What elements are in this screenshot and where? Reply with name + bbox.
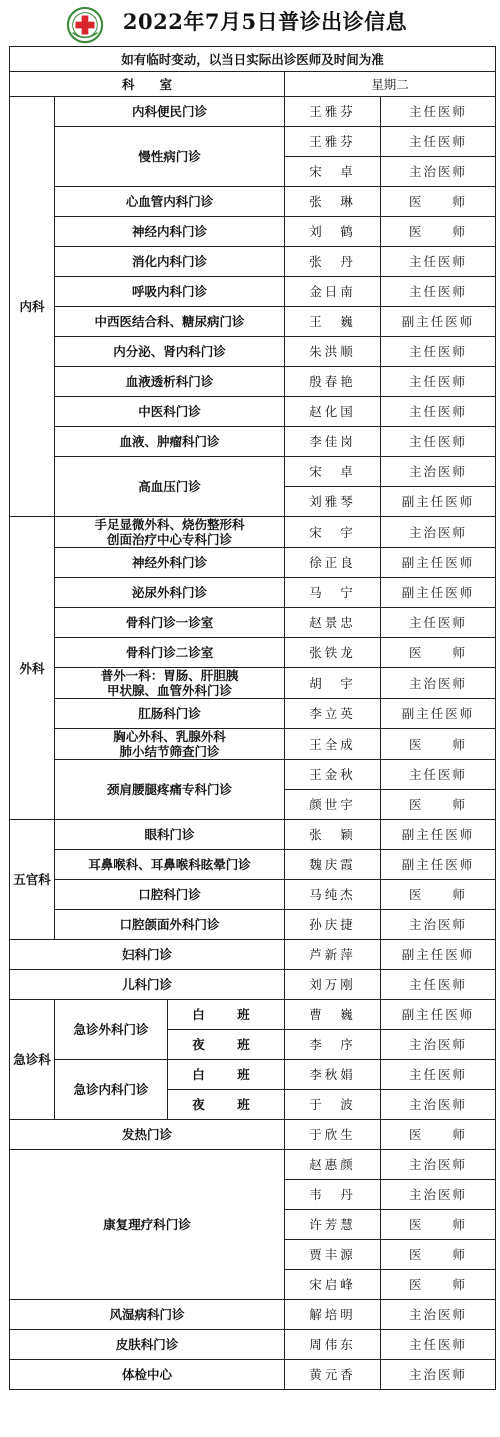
doctor-cell: 黄元香	[285, 1360, 381, 1390]
title-cell: 医 师	[381, 1240, 496, 1270]
table-row	[10, 1330, 496, 1360]
title-cell: 主治医师	[381, 668, 496, 699]
table-row	[10, 760, 496, 790]
doctor-cell: 贾丰源	[285, 1240, 381, 1270]
notice-text: 如有临时变动，以当日实际出诊医师及时间为准	[10, 47, 496, 72]
doctor-cell: 李 序	[285, 1030, 381, 1060]
dept-line-1: 手足显微外科、烧伤整形科	[94, 517, 245, 532]
title-cell: 主治医师	[381, 1150, 496, 1180]
table-row	[10, 638, 496, 668]
table-row	[10, 517, 496, 548]
doctor-cell: 赵化国	[285, 397, 381, 427]
title-cell: 主治医师	[381, 1180, 496, 1210]
dept-cell: 皮肤科门诊	[10, 1330, 285, 1360]
doctor-cell: 周伟东	[285, 1330, 381, 1360]
title-cell: 主任医师	[381, 970, 496, 1000]
title-cell: 医 师	[381, 1270, 496, 1300]
doctor-cell: 解培明	[285, 1300, 381, 1330]
title-cell: 副主任医师	[381, 820, 496, 850]
title-cell: 医 师	[381, 790, 496, 820]
doctor-cell: 徐正良	[285, 548, 381, 578]
doctor-cell: 张 琳	[285, 187, 381, 217]
title-cell: 主任医师	[381, 97, 496, 127]
dept-cell: 颈肩腰腿疼痛专科门诊	[55, 760, 285, 820]
doctor-cell: 马纯杰	[285, 880, 381, 910]
table-row	[10, 880, 496, 910]
doctor-cell: 颜世宇	[285, 790, 381, 820]
doctor-cell: 赵景忠	[285, 608, 381, 638]
doctor-cell: 魏庆霞	[285, 850, 381, 880]
dept-cell: 眼科门诊	[55, 820, 285, 850]
dept-cell: 泌尿外科门诊	[55, 578, 285, 608]
title-cell: 医 师	[381, 638, 496, 668]
page-title	[0, 4, 500, 40]
title-cell: 医 师	[381, 187, 496, 217]
doctor-cell: 王雅芬	[285, 97, 381, 127]
table-row	[10, 1300, 496, 1330]
table-row	[10, 307, 496, 337]
doctor-cell: 芦新萍	[285, 940, 381, 970]
dept-line-1: 胸心外科、乳腺外科	[113, 729, 226, 744]
dept-cell: 耳鼻喉科、耳鼻喉科眩晕门诊	[55, 850, 285, 880]
dept-cell: 肛肠科门诊	[55, 699, 285, 729]
table-row	[10, 699, 496, 729]
doctor-cell: 金日南	[285, 277, 381, 307]
table-row	[10, 1060, 496, 1090]
doctor-cell: 于欣生	[285, 1120, 381, 1150]
title-cell: 主任医师	[381, 760, 496, 790]
title-cell: 医 师	[381, 880, 496, 910]
title-cell: 副主任医师	[381, 307, 496, 337]
shift-cell: 夜 班	[168, 1090, 285, 1120]
category-wuguan: 五官科	[10, 820, 55, 940]
title-cell: 副主任医师	[381, 1000, 496, 1030]
doctor-cell: 许芳慧	[285, 1210, 381, 1240]
dept-line-2: 肺小结节筛查门诊	[119, 744, 220, 759]
table-row	[10, 1150, 496, 1180]
table-row	[10, 97, 496, 127]
category-waike: 外科	[10, 517, 55, 820]
notice-row	[10, 47, 496, 72]
dept-line-2: 甲状腺、血管外科门诊	[106, 683, 232, 698]
doctor-cell: 刘 鹤	[285, 217, 381, 247]
table-row	[10, 940, 496, 970]
dept-cell: 高血压门诊	[55, 457, 285, 517]
table-row	[10, 850, 496, 880]
dept-cell: 妇科门诊	[10, 940, 285, 970]
dept-cell: 口腔科门诊	[55, 880, 285, 910]
table-row	[10, 367, 496, 397]
table-row	[10, 548, 496, 578]
doctor-cell: 张 颖	[285, 820, 381, 850]
doctor-cell: 韦 丹	[285, 1180, 381, 1210]
dept-cell: 急诊内科门诊	[55, 1060, 168, 1120]
category-neike: 内科	[10, 97, 55, 517]
title-cell: 医 师	[381, 1120, 496, 1150]
title-cell: 医 师	[381, 729, 496, 760]
shift-cell: 白 班	[168, 1060, 285, 1090]
table-row	[10, 187, 496, 217]
title-cell: 主任医师	[381, 247, 496, 277]
title-cell: 主治医师	[381, 157, 496, 187]
shift-cell: 白 班	[168, 1000, 285, 1030]
doctor-cell: 宋 宇	[285, 517, 381, 548]
dept-cell: 慢性病门诊	[55, 127, 285, 187]
table-row	[10, 457, 496, 487]
doctor-cell: 张 丹	[285, 247, 381, 277]
dept-cell	[55, 668, 285, 699]
category-jizhen: 急诊科	[10, 1000, 55, 1120]
table-row	[10, 277, 496, 307]
column-header-day: 星期二	[285, 72, 496, 97]
title-cell: 主任医师	[381, 1060, 496, 1090]
title-cell: 主任医师	[381, 367, 496, 397]
title-cell: 医 师	[381, 217, 496, 247]
table-row	[10, 578, 496, 608]
doctor-cell: 李立英	[285, 699, 381, 729]
doctor-cell: 宋 卓	[285, 157, 381, 187]
title-cell: 主治医师	[381, 1090, 496, 1120]
dept-cell: 神经内科门诊	[55, 217, 285, 247]
title-cell: 主任医师	[381, 337, 496, 367]
table-row	[10, 1000, 496, 1030]
column-header-dept: 科 室	[10, 72, 285, 97]
table-row	[10, 970, 496, 1000]
title-cell: 副主任医师	[381, 487, 496, 517]
doctor-cell: 李秋娟	[285, 1060, 381, 1090]
dept-cell: 中医科门诊	[55, 397, 285, 427]
title-cell: 主任医师	[381, 277, 496, 307]
title-cell: 副主任医师	[381, 699, 496, 729]
doctor-cell: 王 巍	[285, 307, 381, 337]
shift-cell: 夜 班	[168, 1030, 285, 1060]
header	[0, 0, 500, 46]
dept-cell: 骨科门诊一诊室	[55, 608, 285, 638]
doctor-cell: 张铁龙	[285, 638, 381, 668]
doctor-cell: 李佳岗	[285, 427, 381, 457]
dept-cell: 呼吸内科门诊	[55, 277, 285, 307]
dept-cell: 口腔颌面外科门诊	[55, 910, 285, 940]
title-cell: 副主任医师	[381, 850, 496, 880]
table-row	[10, 1120, 496, 1150]
schedule-table	[9, 46, 496, 1390]
dept-cell: 风湿病科门诊	[10, 1300, 285, 1330]
dept-line-2: 创面治疗中心专科门诊	[106, 532, 232, 547]
dept-cell: 内分泌、肾内科门诊	[55, 337, 285, 367]
title-cell: 副主任医师	[381, 940, 496, 970]
table-row	[10, 729, 496, 760]
title-cell: 主治医师	[381, 1360, 496, 1390]
dept-cell: 中西医结合科、糖尿病门诊	[55, 307, 285, 337]
doctor-cell: 朱洪顺	[285, 337, 381, 367]
dept-cell	[55, 729, 285, 760]
dept-cell: 消化内科门诊	[55, 247, 285, 277]
table-row	[10, 397, 496, 427]
table-row	[10, 608, 496, 638]
title-cell: 主治医师	[381, 1300, 496, 1330]
dept-cell: 体检中心	[10, 1360, 285, 1390]
title-cell: 主任医师	[381, 1330, 496, 1360]
doctor-cell: 马 宁	[285, 578, 381, 608]
dept-cell: 内科便民门诊	[55, 97, 285, 127]
doctor-cell: 胡 宇	[285, 668, 381, 699]
dept-cell: 急诊外科门诊	[55, 1000, 168, 1060]
title-cell: 主任医师	[381, 127, 496, 157]
table-row	[10, 427, 496, 457]
dept-cell: 血液透析科门诊	[55, 367, 285, 397]
title-cell: 医 师	[381, 1210, 496, 1240]
dept-cell: 儿科门诊	[10, 970, 285, 1000]
dept-cell: 骨科门诊二诊室	[55, 638, 285, 668]
doctor-cell: 刘万刚	[285, 970, 381, 1000]
doctor-cell: 刘雅琴	[285, 487, 381, 517]
table-row	[10, 217, 496, 247]
doctor-cell: 王全成	[285, 729, 381, 760]
table-row	[10, 247, 496, 277]
table-row	[10, 910, 496, 940]
doctor-cell: 殷春艳	[285, 367, 381, 397]
title-cell: 主任医师	[381, 397, 496, 427]
doctor-cell: 宋启峰	[285, 1270, 381, 1300]
dept-line-1: 普外一科：胃肠、肝胆胰	[100, 668, 239, 683]
title-cell: 副主任医师	[381, 548, 496, 578]
table-row	[10, 820, 496, 850]
table-row	[10, 668, 496, 699]
table-row	[10, 337, 496, 367]
title-text: 2022年7月5日普诊出诊信息	[122, 9, 408, 34]
title-cell: 主治医师	[381, 1030, 496, 1060]
column-header-row	[10, 72, 496, 97]
doctor-cell: 曹 巍	[285, 1000, 381, 1030]
doctor-cell: 赵惠颜	[285, 1150, 381, 1180]
doctor-cell: 孙庆捷	[285, 910, 381, 940]
dept-cell: 血液、肿瘤科门诊	[55, 427, 285, 457]
dept-cell: 发热门诊	[10, 1120, 285, 1150]
doctor-cell: 王金秋	[285, 760, 381, 790]
title-cell: 主任医师	[381, 608, 496, 638]
dept-cell	[55, 517, 285, 548]
title-cell: 副主任医师	[381, 578, 496, 608]
table-row	[10, 127, 496, 157]
doctor-cell: 宋 卓	[285, 457, 381, 487]
title-cell: 主治医师	[381, 910, 496, 940]
table-row	[10, 1360, 496, 1390]
dept-cell: 神经外科门诊	[55, 548, 285, 578]
title-cell: 主任医师	[381, 427, 496, 457]
title-cell: 主治医师	[381, 517, 496, 548]
doctor-cell: 王雅芬	[285, 127, 381, 157]
doctor-cell: 于 波	[285, 1090, 381, 1120]
dept-cell: 心血管内科门诊	[55, 187, 285, 217]
dept-cell: 康复理疗科门诊	[10, 1150, 285, 1300]
title-cell: 主治医师	[381, 457, 496, 487]
